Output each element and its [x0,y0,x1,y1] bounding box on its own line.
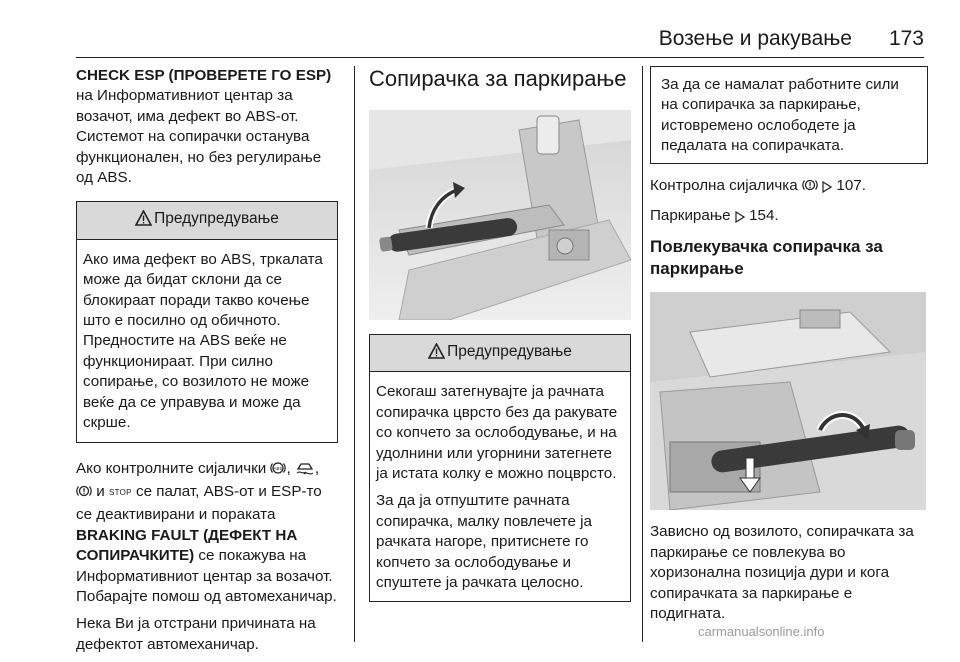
lamps-text-e: се покажува на Информативниот центар за возачот. Побарајте помош од автомеханичар. [76,547,337,605]
ref2-text: Паркирање [650,207,735,225]
watermark: carmanualsonline.info [698,624,825,639]
abs-warning-box [76,201,338,442]
esp-car-icon [295,460,315,482]
mechanic-paragraph: Нека Ви ја отстрани причината на дефектот автомеханичар. [76,615,316,653]
parking-brake-warning-text-2: За да ја отпуштите рачната сопирачка, малку повлечете ја рачката нагоре, притиснете го копчето за ослободување и спуштете ја рачката целосно. [376,492,592,592]
page-ref-arrow-icon [735,209,745,229]
page-ref-arrow-icon [822,179,832,199]
abs-warning-title: Предупредување [154,210,279,228]
esp-check-paragraph [76,66,338,188]
parking-brake-warning-text-1: Секогаш затегнувајте ја рачната сопирачка цврсто без да ракувате со копчето за ослободување, и на удолнини или угорнини затегнете ја истата колку е можно поцврсто. [376,383,618,483]
brake-lamp-icon [76,483,92,505]
lamps-text-b: , [286,459,295,477]
lamps-text-d: се палат, ABS-от и ESP-то се деактивирани и пораката [76,482,322,524]
column-divider-2 [642,66,643,642]
column-1 [76,66,338,662]
ref1-page[interactable]: 107. [836,176,866,194]
parking-brake-warning-title: Предупредување [447,343,572,360]
lamps-text-c: и [92,482,109,500]
parking-brake-warning-header [370,335,630,372]
column-2 [369,66,631,618]
page-header-title: Возење и ракување [658,27,852,50]
warning-lamp-reference [650,176,928,199]
parking-brake-warning-body [370,372,630,601]
column-divider-1 [354,66,355,642]
svg-text:ABS: ABS [273,465,283,471]
header-rule [76,57,924,58]
lamps-paragraph [76,459,338,608]
stop-lamp-label: STOP [108,487,132,497]
retractable-brake-paragraph: Зависно од возилото, сопирачката за паркирање се повлекува во хоризонална позиција дури и кога сопирачката за паркирање е подигната. [650,523,914,623]
abs-lamp-icon [270,460,286,482]
parking-brake-warning-box [369,334,631,602]
esp-message-bold: CHECK ESP (ПРОВЕРЕТЕ ГО ESP) [76,67,332,84]
column-3 [650,66,928,631]
parking-reference [650,206,928,229]
warning-triangle-icon [428,343,445,365]
lamps-text-a: Ако контролните сијалички [76,459,271,477]
retractable-brake-heading: Повлекувачка сопирачка за паркирање [650,237,883,279]
lamps-text-b2: , [314,459,320,477]
ref2-page[interactable]: 154. [749,207,779,225]
parking-brake-heading: Сопирачка за паркирање [369,66,627,91]
page-number: 173 [888,27,924,50]
esp-message-text: на Информативниот центар за возачот, има дефект во ABS-от. Системот на сопирачки останува функционален, но без регулирање од ABS. [76,87,322,187]
warning-triangle-icon [135,210,152,232]
parking-brake-lever-illustration [369,110,631,320]
abs-warning-text: Ако има дефект во ABS, тркалата може да бидат склони да се блокираат поради такво кочење што е посилно од обичното. Предностите на ABS веќе не функционираат. При силно сопирање, со возилото не може веќе да се управува и може да скрше. [83,250,323,432]
force-reduction-note-box: За да се намалат работните сили на сопирачка за паркирање, истовремено ослободете ја педалата на сопирачката. [650,66,928,164]
braking-fault-message: BRAKING FAULT (ДЕФЕКТ НА СОПИРАЧКИТЕ) [76,526,298,565]
brake-lamp-icon [802,177,818,199]
abs-warning-header [77,202,337,239]
ref1-text: Контролна сијаличка [650,176,802,194]
retractable-brake-illustration [650,292,926,510]
